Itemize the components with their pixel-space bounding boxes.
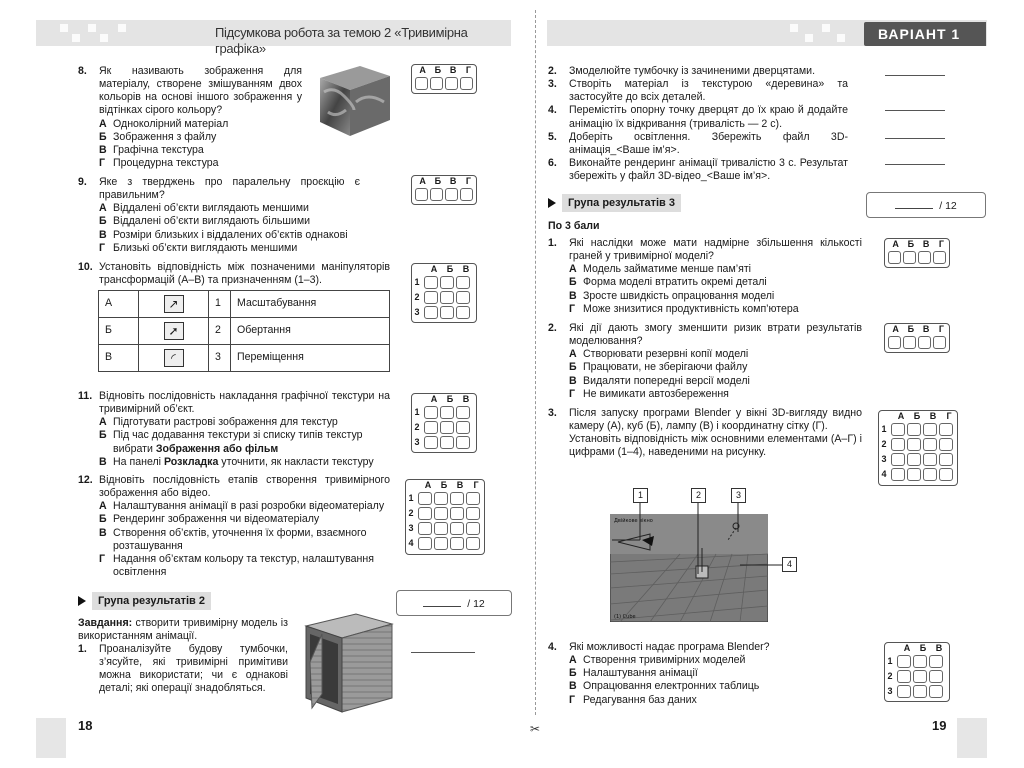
answer-cell[interactable] xyxy=(918,251,931,264)
callout-3: 3 xyxy=(731,488,746,503)
group-2-score: / 12 xyxy=(396,590,512,616)
question-r1: 1. Які наслідки може мати надмірне збільшення кількості граней у тривимірної моделі? А Модель займатиме менше пам’яті Б Форма моделі втратить окремі деталі В Зросте швидкість опрацювання моделі Г Може знизитися продуктивність комп’ютера xyxy=(548,237,862,315)
answer-cell[interactable] xyxy=(440,436,454,449)
answer-cell[interactable] xyxy=(445,77,458,90)
answer-cell[interactable] xyxy=(913,670,927,683)
transform-table: А ↗ 1 Масштабування Б ➚ 2 Обертання В ◜ 3 Переміщення xyxy=(98,290,390,372)
answer-cell[interactable] xyxy=(424,436,438,449)
answer-cell[interactable] xyxy=(907,438,921,451)
task-statement: Завдання: створити тривимірну модель із використанням анімації. xyxy=(78,617,288,643)
answer-cell[interactable] xyxy=(415,188,428,201)
group-2-heading: Група результатів 2 xyxy=(78,595,211,609)
answer-cell[interactable] xyxy=(415,77,428,90)
question-r4: 4. Які можливості надає програма Blender? А Створення тривимірних моделей Б Налаштування анімації В Опрацювання електронних таблиць Г Редагування баз даних xyxy=(548,641,770,706)
question-r2: 2. Які дії дають змогу зменшити ризик втрати результатів моделювання? А Створювати резервні копії моделі Б Працювати, не зберігаючи файлу В Видаляти попередні версії моделі Г Не вимикати автозбереження xyxy=(548,322,862,400)
page-number-left: 18 xyxy=(78,718,93,733)
answer-cell[interactable] xyxy=(913,685,927,698)
answer-cell[interactable] xyxy=(456,291,470,304)
answer-cell[interactable] xyxy=(440,421,454,434)
answer-box-r2: А Б В Г xyxy=(884,323,950,353)
answer-cell[interactable] xyxy=(891,453,905,466)
answer-cell[interactable] xyxy=(933,251,946,264)
answer-cell[interactable] xyxy=(897,655,911,668)
answer-cell[interactable] xyxy=(907,453,921,466)
answer-cell[interactable] xyxy=(939,468,953,481)
answer-cell[interactable] xyxy=(424,421,438,434)
answer-cell[interactable] xyxy=(929,685,943,698)
answer-cell[interactable] xyxy=(440,291,454,304)
group-3-heading: Група результатів 3 xyxy=(548,197,681,211)
answer-cell[interactable] xyxy=(466,507,480,520)
answer-cell[interactable] xyxy=(929,655,943,668)
answer-line xyxy=(885,138,945,139)
answer-cell[interactable] xyxy=(434,537,448,550)
task-step-1: 1. Проаналізуйте будову тумбочки, з’ясуйте, які тривимірні примітиви можна використати; чи є однакові деталі; які операції знадобляться. xyxy=(78,643,288,695)
spine-dashed-line xyxy=(535,10,536,715)
answer-cell[interactable] xyxy=(456,276,470,289)
answer-cell[interactable] xyxy=(891,438,905,451)
answer-cell[interactable] xyxy=(907,468,921,481)
answer-cell[interactable] xyxy=(424,306,438,319)
answer-cell[interactable] xyxy=(434,507,448,520)
question-10: 10. Установіть відповідність між позначеними маніпуляторів трансформацій (А–В) та призначенням (1–3). xyxy=(78,261,390,287)
answer-cell[interactable] xyxy=(434,522,448,535)
rotate-manipulator-icon: ◜ xyxy=(164,349,184,367)
answer-cell[interactable] xyxy=(440,306,454,319)
answer-cell[interactable] xyxy=(939,438,953,451)
answer-cell[interactable] xyxy=(445,188,458,201)
answer-line xyxy=(885,164,945,165)
group-3-score: / 12 xyxy=(866,192,986,218)
answer-cell[interactable] xyxy=(918,336,931,349)
answer-line xyxy=(885,75,945,76)
answer-cell[interactable] xyxy=(424,291,438,304)
answer-cell[interactable] xyxy=(440,406,454,419)
answer-cell[interactable] xyxy=(450,522,464,535)
answer-cell[interactable] xyxy=(434,492,448,505)
answer-grid-q11: А Б В 1 2 3 xyxy=(411,393,477,453)
corner-block-left xyxy=(36,718,66,758)
answer-cell[interactable] xyxy=(913,655,927,668)
answer-cell[interactable] xyxy=(460,188,473,201)
answer-cell[interactable] xyxy=(430,77,443,90)
view-label: Двійкове вікно xyxy=(614,518,653,524)
answer-cell[interactable] xyxy=(466,537,480,550)
callout-1: 1 xyxy=(633,488,648,503)
scale-manipulator-icon: ↗ xyxy=(164,295,184,313)
answer-cell[interactable] xyxy=(418,537,432,550)
answer-cell[interactable] xyxy=(460,77,473,90)
answer-cell[interactable] xyxy=(430,188,443,201)
answer-box-r1: А Б В Г xyxy=(884,238,950,268)
answer-grid-r3: А Б В Г 1 2 3 4 xyxy=(878,410,958,486)
question-r3: 3. Після запуску програми Blender у вікні 3D-вигляду видно камеру (А), куб (Б), лампу (В) і координатну сітку (Г). Установіть відповідність між основними елементами (А–Г) і цифрами (1–4), наведеними на рисунку. xyxy=(548,407,862,459)
answer-cell[interactable] xyxy=(418,507,432,520)
answer-cell[interactable] xyxy=(891,468,905,481)
answer-cell[interactable] xyxy=(888,336,901,349)
question-11: 11. Відновіть послідовність накладання графічної текстури на тривимірний об’єкт. А Підготувати растрові зображення для текстур Б Під час додавання текстури зі списку типів текстур вибрати Зображення або фільм В На панелі Розкладка уточнити, як накласти текстуру xyxy=(78,390,390,468)
answer-cell[interactable] xyxy=(418,492,432,505)
answer-cell[interactable] xyxy=(456,306,470,319)
nightstand-image xyxy=(300,612,395,714)
view-bottom-label: (1) Cube xyxy=(614,614,636,620)
answer-cell[interactable] xyxy=(456,436,470,449)
answer-cell[interactable] xyxy=(929,670,943,683)
answer-cell[interactable] xyxy=(923,423,937,436)
answer-cell[interactable] xyxy=(907,423,921,436)
answer-cell[interactable] xyxy=(903,336,916,349)
answer-box-q8: А Б В Г xyxy=(411,64,477,94)
task-steps: 2. Змоделюйте тумбочку із зачиненими дверцятами. 3. Створіть матеріал із текстурою «деревина» та застосуйте до всіх деталей. 4. Перемістіть опорну точку дверцят до їх краю й додайте анімацію їх відкривання (тривалість — 2 с). 5. Доберіть освітлення. Збережіть файл 3D-анімація_<Ваше ім’я>. 6. Виконайте рендеринг анімації тривалістю 3 с. Результат збережіть у файл 3D-відео_<Ваше ім’я>. xyxy=(548,65,848,182)
answer-cell[interactable] xyxy=(466,492,480,505)
texture-cube-image xyxy=(316,62,394,140)
variant-label: ВАРІАНТ 1 xyxy=(864,22,986,46)
answer-cell[interactable] xyxy=(939,453,953,466)
points-note: По 3 бали xyxy=(548,220,600,232)
answer-cell[interactable] xyxy=(903,251,916,264)
answer-cell[interactable] xyxy=(456,421,470,434)
answer-cell[interactable] xyxy=(466,522,480,535)
answer-grid-q12: А Б В Г 1 2 3 4 xyxy=(405,479,485,555)
answer-cell[interactable] xyxy=(897,670,911,683)
header-title: Підсумкова робота за темою 2 «Тривимірна графіка» xyxy=(215,25,468,57)
answer-cell[interactable] xyxy=(888,251,901,264)
answer-cell[interactable] xyxy=(923,438,937,451)
answer-cell[interactable] xyxy=(450,507,464,520)
callout-2: 2 xyxy=(691,488,706,503)
answer-grid-q10: А Б В 1 2 3 xyxy=(411,263,477,323)
answer-cell[interactable] xyxy=(440,276,454,289)
answer-cell[interactable] xyxy=(897,685,911,698)
answer-cell[interactable] xyxy=(923,453,937,466)
answer-cell[interactable] xyxy=(939,423,953,436)
answer-cell[interactable] xyxy=(933,336,946,349)
scissors-icon: ✂ xyxy=(530,722,541,736)
answer-cell[interactable] xyxy=(450,492,464,505)
answer-cell[interactable] xyxy=(418,522,432,535)
answer-cell[interactable] xyxy=(450,537,464,550)
question-9: 9. Яке з тверджень про паралельну проєкцію є правильним? А Віддалені об’єкти виглядають меншими Б Віддалені об’єкти виглядають більшими В Розміри близьких і віддалених об’єктів однакові Г Близькі об’єкти виглядають меншими xyxy=(78,176,360,254)
callout-4: 4 xyxy=(782,557,797,572)
answer-cell[interactable] xyxy=(923,468,937,481)
triangle-bullet-icon xyxy=(548,198,556,208)
answer-cell[interactable] xyxy=(424,276,438,289)
triangle-bullet-icon xyxy=(78,596,86,606)
answer-cell[interactable] xyxy=(424,406,438,419)
answer-line xyxy=(885,110,945,111)
page-number-right: 19 xyxy=(932,718,947,733)
question-8: 8. Як називають зображення для матеріалу, створене змішуванням двох кольорів на основі іншого зображення у відтінках сірого кольору? А Одноколірний матеріал Б Зображення з файлу В Графічна текстура Г Процедурна текстура xyxy=(78,65,302,169)
question-12: 12. Відновіть послідовність етапів створення тривимірного зображення або відео. А Налаштування анімації в разі розробки відеоматеріалу Б Рендеринг зображення чи відеоматеріалу В Створення об’єктів, уточнення їх форми, взаємного розташування Г Надання об’єктам кольору та текстур, налаштування освітлення xyxy=(78,474,390,578)
answer-box-q9: А Б В Г xyxy=(411,175,477,205)
answer-grid-r4: А Б В 1 2 3 xyxy=(884,642,950,702)
answer-cell[interactable] xyxy=(891,423,905,436)
move-manipulator-icon: ➚ xyxy=(164,322,184,340)
answer-cell[interactable] xyxy=(456,406,470,419)
answer-line xyxy=(411,652,475,653)
corner-block-right xyxy=(957,718,987,758)
